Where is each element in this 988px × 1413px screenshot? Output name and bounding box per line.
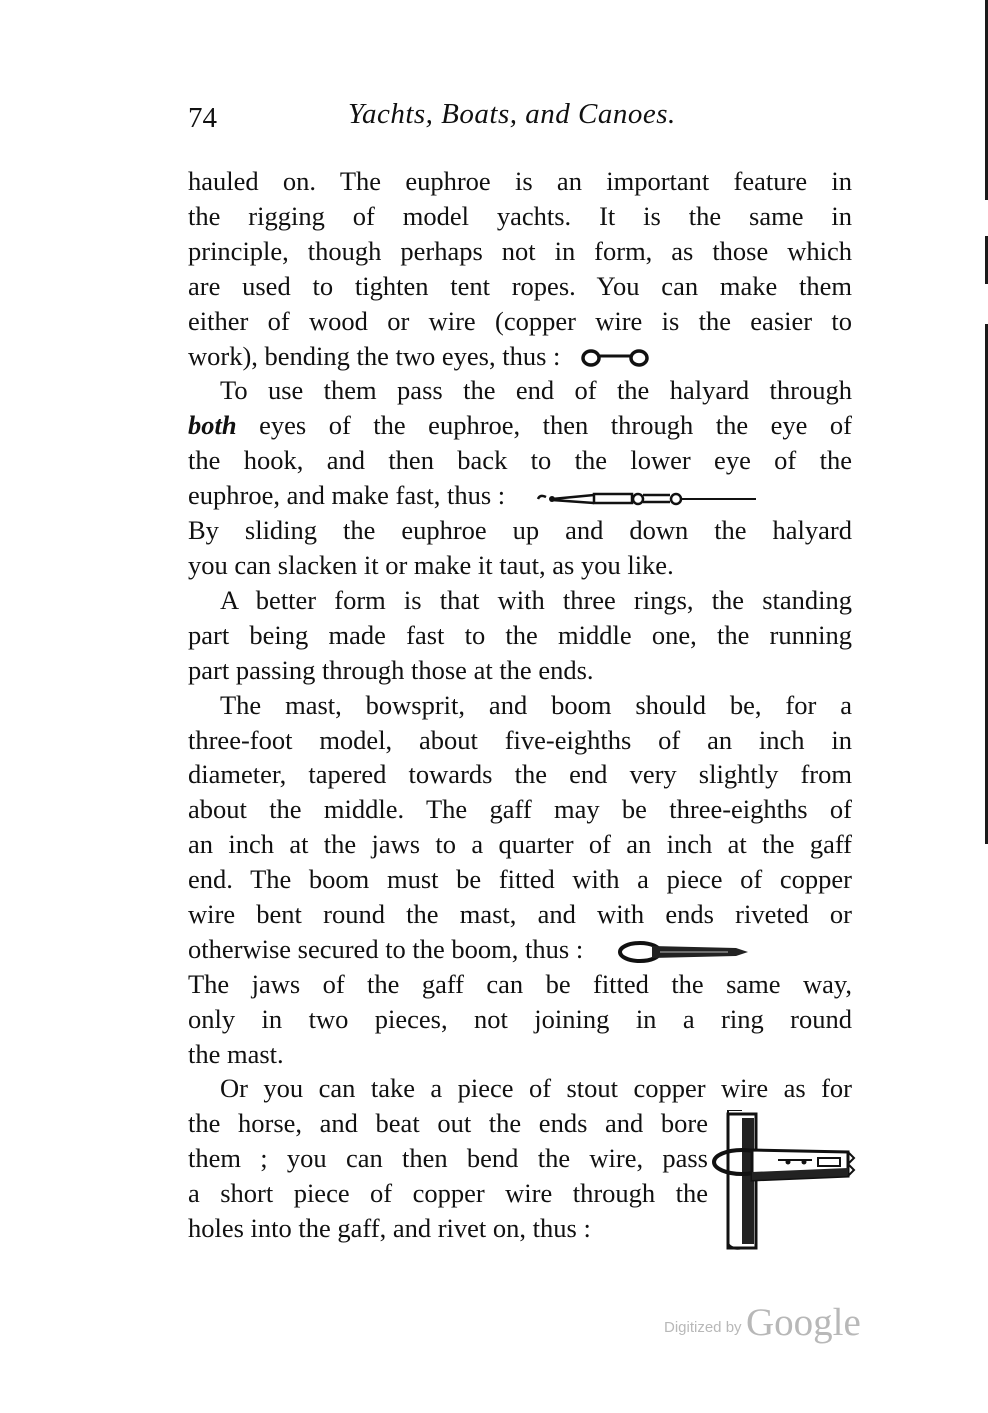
rigging-icon (534, 486, 764, 510)
text-line: end. The boom must be fitted with a piece of copper (188, 864, 852, 895)
text-line-rest: eyes of the euphroe, then through the eye of (236, 410, 852, 441)
text-line: the mast. (188, 1038, 284, 1069)
text-line: are used to tighten tent ropes. You can make them (188, 270, 852, 301)
text-line-with-figure (188, 478, 852, 513)
text-line: part being made fast to the middle one, the running (188, 619, 852, 650)
running-title: Yachts, Boats, and Canoes. (348, 98, 676, 130)
text-line (188, 408, 852, 443)
text-line: them ; you can then bend the wire, pass (188, 1142, 708, 1173)
boom-fitting-icon (616, 938, 756, 966)
text-line: three-foot model, about five-eighths of an inch in (188, 724, 852, 755)
page-header (188, 96, 852, 146)
text-line: work), bending the two eyes, thus : (188, 340, 561, 371)
text-line: A better form is that with three rings, the standing (220, 584, 852, 615)
text-line: holes into the gaff, and rivet on, thus : (188, 1212, 591, 1243)
text-line: about the middle. The gaff may be three-eighths of (188, 794, 852, 825)
emphasis-text: both (188, 410, 237, 441)
eyes-icon (579, 346, 659, 370)
text-line: principle, though perhaps not in form, as those which (188, 235, 852, 266)
paragraph-continuation (188, 164, 852, 1072)
text-line: hauled on. The euphroe is an important feature in (188, 166, 852, 196)
page-number: 74 (188, 102, 217, 134)
text-line: Or you can take a piece of stout copper wire as for (220, 1073, 852, 1103)
text-line: part passing through those at the ends. (188, 654, 594, 685)
text-line: only in two pieces, not joining in a ring round (188, 1003, 852, 1034)
text-line: diameter, tapered towards the end very slightly from (188, 759, 852, 790)
text-line: wire bent round the mast, and with ends riveted or (188, 899, 852, 930)
text-line: an inch at the jaws to a quarter of an inch at the gaff (188, 829, 852, 860)
digitized-label: Digitized by (664, 1319, 742, 1336)
text-line-with-figure (188, 932, 852, 967)
text-line: By sliding the euphroe up and down the halyard (188, 515, 852, 546)
text-line: a short piece of copper wire through the (188, 1177, 708, 1208)
text-line-with-figure (188, 339, 852, 374)
text-line: the hook, and then back to the lower eye of the (188, 445, 852, 476)
text-line: The jaws of the gaff can be fitted the same way, (188, 968, 852, 999)
wrapped-text (188, 1106, 708, 1246)
text-line: otherwise secured to the boom, thus : (188, 933, 584, 964)
text-line: either of wood or wire (copper wire is the easier to (188, 305, 852, 336)
text-line: The mast, bowsprit, and boom should be, for a (220, 689, 852, 720)
text-line: the horse, and beat out the ends and bore (188, 1107, 708, 1138)
text-line: To use them pass the end of the halyard through (220, 375, 852, 406)
digitized-watermark (664, 1300, 874, 1350)
text-line: you can slacken it or make it taut, as you like. (188, 549, 674, 580)
brand-logo: Google (746, 1301, 861, 1344)
text-line: euphroe, and make fast, thus : (188, 480, 506, 511)
gaff-jaws-icon (708, 1110, 858, 1252)
text-line: the rigging of model yachts. It is the same in (188, 200, 852, 231)
